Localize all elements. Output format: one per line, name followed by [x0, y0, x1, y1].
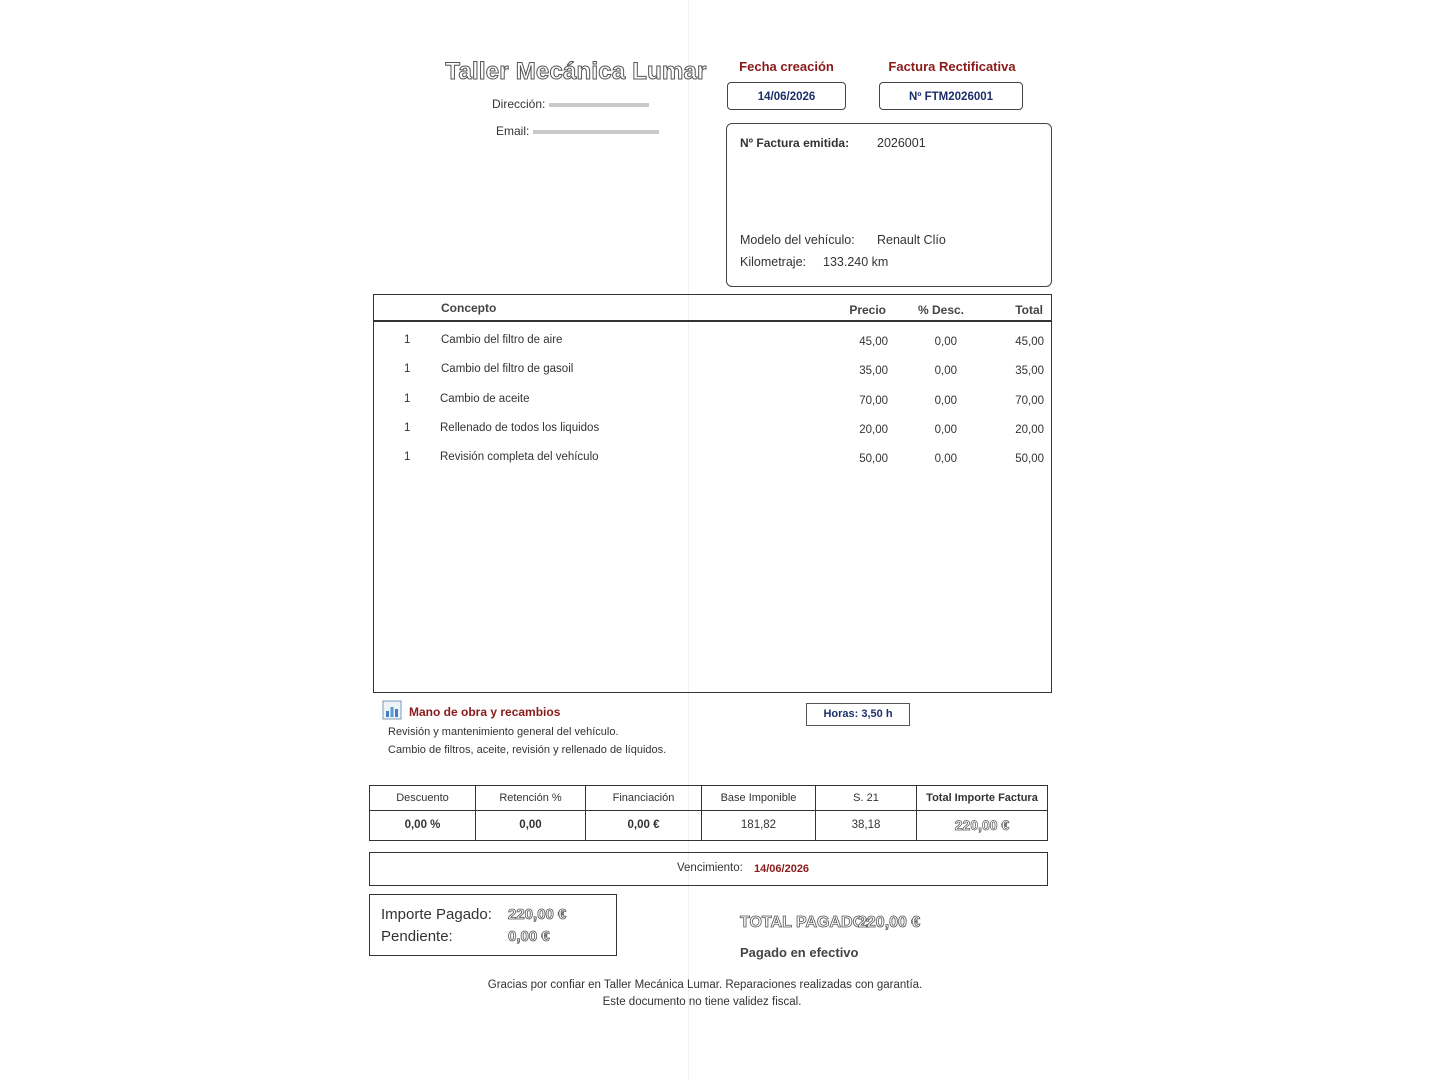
- due-date-value: 14/06/2026: [754, 863, 810, 875]
- base-label: Base Imponible: [702, 786, 815, 811]
- row-total: 45,00: [1015, 336, 1044, 348]
- row-qty: 1: [404, 393, 411, 405]
- retention-label: Retención %: [476, 786, 585, 811]
- footer-line-1: Gracias por confiar en Taller Mecánica Lumar. Reparaciones realizadas con garantía.: [487, 979, 923, 991]
- row-concept: Rellenado de todos los liquidos: [440, 422, 600, 434]
- labor-line-2: Cambio de filtros, aceite, revisión y rellenado de líquidos.: [388, 744, 667, 756]
- row-discount: 0,00: [934, 453, 957, 465]
- company-name: Taller Mecánica Lumar: [445, 58, 707, 85]
- row-price: 50,00: [859, 453, 888, 465]
- footer-line-2: Este documento no tiene validez fiscal.: [602, 996, 802, 1008]
- totals-col-tax: [816, 786, 917, 840]
- row-total: 50,00: [1015, 453, 1044, 465]
- address-redacted: [549, 103, 649, 107]
- hours-box: [806, 703, 910, 726]
- row-qty: 1: [404, 363, 411, 375]
- row-price: 35,00: [859, 365, 888, 377]
- labor-line-1: Revisión y mantenimiento general del vehículo.: [388, 726, 619, 738]
- hours-value: Horas: 3,50 h: [823, 708, 893, 720]
- total-paid-value: 220,00 €: [858, 914, 921, 931]
- base-value: 181,82: [740, 819, 777, 831]
- address-line: [492, 97, 649, 111]
- row-concept: Cambio del filtro de gasoil: [441, 363, 574, 375]
- row-discount: 0,00: [934, 395, 957, 407]
- totals-col-base: [702, 786, 816, 840]
- vehicle-model-value: Renault Clío: [877, 233, 946, 247]
- mileage-value: 133.240 km: [823, 255, 889, 269]
- retention-value: 0,00: [519, 819, 542, 831]
- row-concept: Cambio de aceite: [440, 393, 530, 405]
- total-value: 220,00 €: [954, 817, 1010, 833]
- col-header-concept: Concepto: [441, 301, 497, 315]
- row-total: 70,00: [1015, 395, 1044, 407]
- col-header-total: Total: [1015, 303, 1043, 317]
- totals-col-discount: [370, 786, 476, 840]
- pending-value: 0,00 €: [508, 928, 550, 945]
- tax-value: 38,18: [851, 819, 881, 831]
- labor-title: Mano de obra y recambios: [409, 705, 561, 719]
- date-value: 14/06/2026: [757, 91, 816, 103]
- email-label: Email:: [496, 124, 530, 138]
- row-discount: 0,00: [934, 365, 957, 377]
- discount-label: Descuento: [370, 786, 475, 811]
- tax-label: S. 21: [816, 786, 916, 811]
- row-discount: 0,00: [934, 424, 957, 436]
- totals-col-financing: [586, 786, 702, 840]
- address-label: Dirección:: [492, 97, 546, 111]
- row-price: 20,00: [859, 424, 888, 436]
- vehicle-model-label: Modelo del vehículo:: [740, 233, 855, 247]
- row-concept: Revisión completa del vehículo: [440, 451, 599, 463]
- row-total: 35,00: [1015, 365, 1044, 377]
- totals-table: [369, 785, 1048, 841]
- labor-icon: [382, 700, 402, 720]
- totals-col-total: [917, 786, 1047, 840]
- row-total: 20,00: [1015, 424, 1044, 436]
- issued-invoice-label: Nº Factura emitida:: [740, 136, 850, 150]
- total-paid-label: TOTAL PAGADO:: [740, 914, 871, 931]
- total-label: Total Importe Factura: [917, 786, 1047, 811]
- paid-amount-value: 220,00 €: [508, 906, 567, 923]
- date-box: [727, 82, 846, 110]
- items-table: [373, 294, 1052, 693]
- row-qty: 1: [404, 334, 411, 346]
- pending-label: Pendiente:: [381, 928, 453, 945]
- mileage-label: Kilometraje:: [740, 255, 806, 269]
- paid-amount-label: Importe Pagado:: [381, 906, 492, 923]
- invoice-type-label: Factura Rectificativa: [888, 59, 1016, 74]
- email-line: [496, 124, 659, 138]
- col-header-price: Precio: [849, 303, 886, 317]
- invoice-number-value: Nº FTM2026001: [908, 91, 994, 103]
- payment-method: Pagado en efectivo: [740, 945, 859, 960]
- financing-value: 0,00 €: [627, 819, 660, 831]
- row-concept: Cambio del filtro de aire: [441, 334, 563, 346]
- payment-box: [369, 894, 617, 956]
- row-qty: 1: [404, 422, 411, 434]
- issued-invoice-value: 2026001: [877, 136, 926, 150]
- email-redacted: [533, 130, 659, 134]
- date-label: Fecha creación: [739, 59, 834, 74]
- items-header-divider: [373, 320, 1052, 322]
- due-date-label: Vencimiento:: [677, 862, 743, 874]
- row-qty: 1: [404, 451, 411, 463]
- discount-value: 0,00 %: [404, 819, 441, 831]
- financing-label: Financiación: [586, 786, 701, 811]
- row-discount: 0,00: [934, 336, 957, 348]
- row-price: 70,00: [859, 395, 888, 407]
- col-header-discount: % Desc.: [917, 303, 964, 317]
- totals-col-retention: [476, 786, 586, 840]
- row-price: 45,00: [859, 336, 888, 348]
- invoice-number-box: [879, 82, 1023, 110]
